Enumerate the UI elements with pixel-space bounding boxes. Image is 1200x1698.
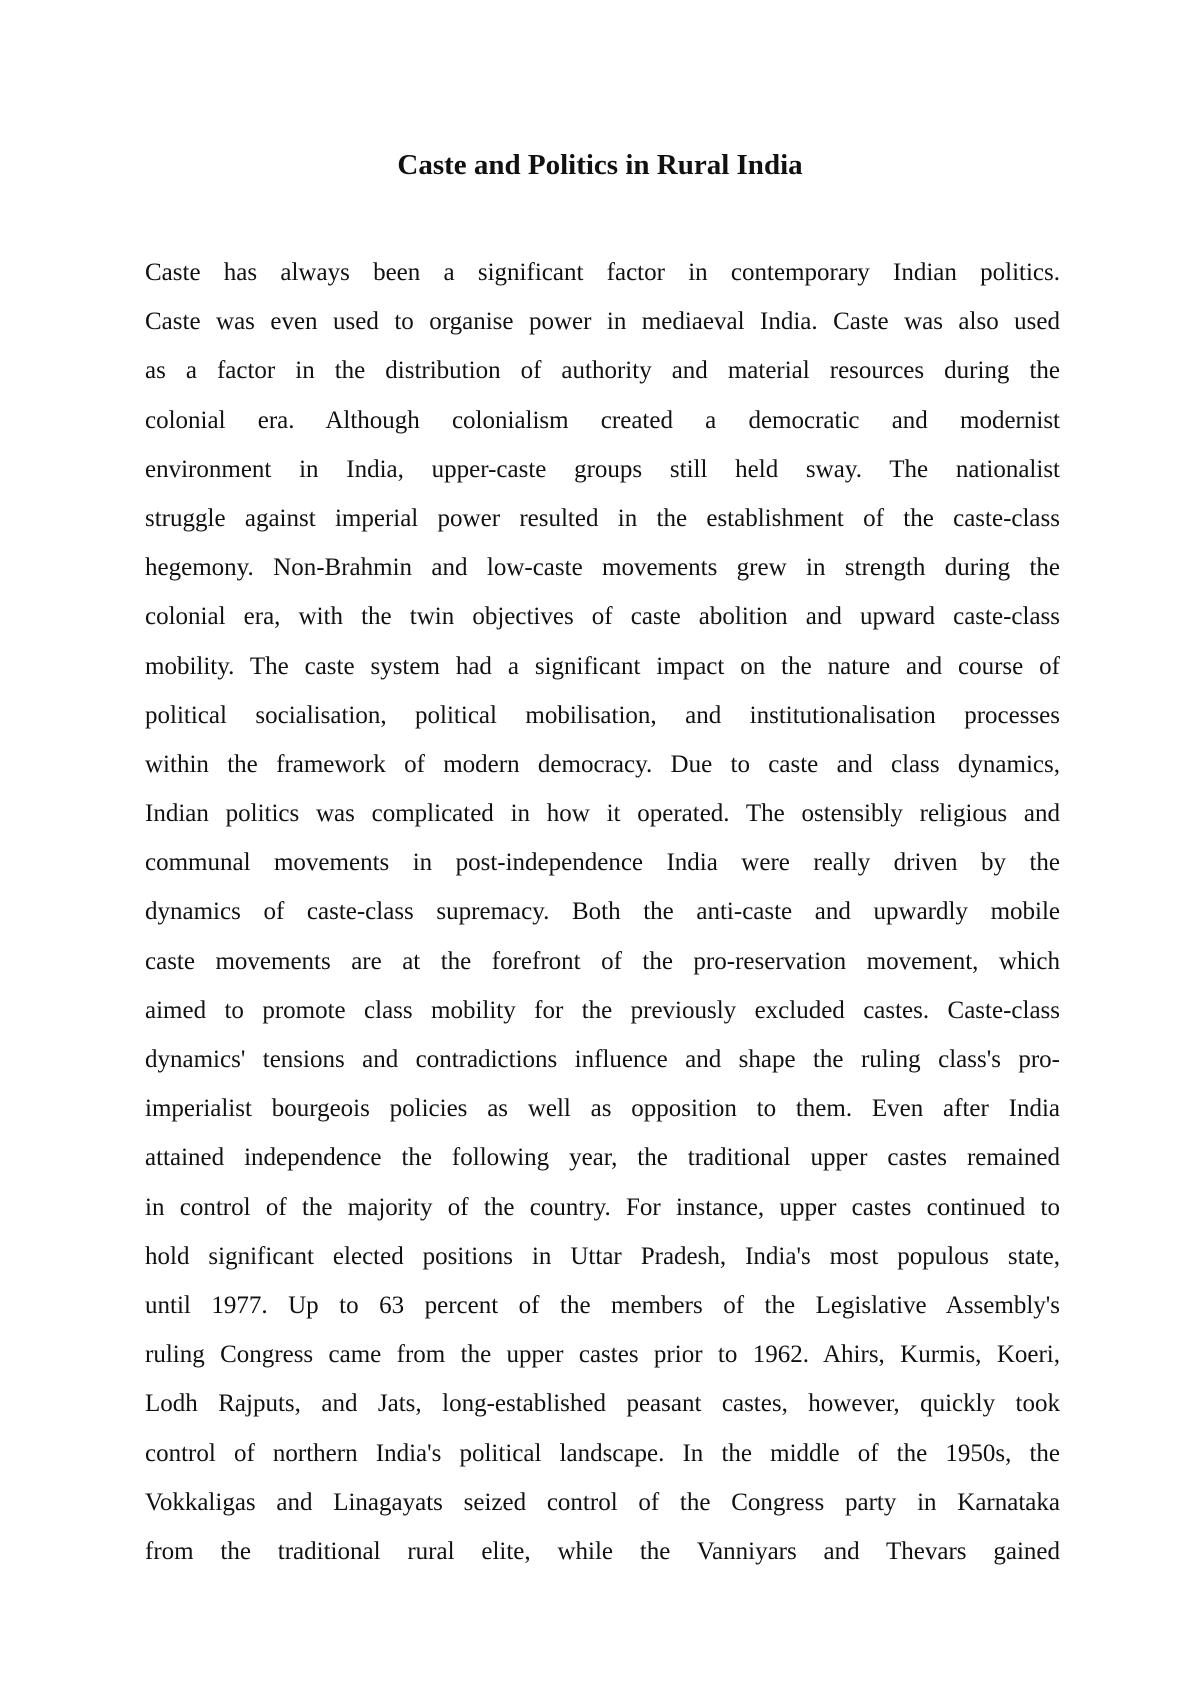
paragraph-line: until 1977. Up to 63 percent of the members of the Legislative Assembly's xyxy=(145,1291,1060,1319)
paragraph-line: Vokkaligas and Linagayats seized control of the Congress party in Karnataka xyxy=(145,1488,1060,1516)
paragraph-line: hold significant elected positions in Uttar Pradesh, India's most populous state, xyxy=(145,1242,1060,1270)
paragraph-line: hegemony. Non-Brahmin and low-caste movements grew in strength during the xyxy=(145,554,1060,582)
paragraph-line: dynamics' tensions and contradictions influence and shape the ruling class's pro- xyxy=(145,1046,1060,1073)
paragraph-line: ruling Congress came from the upper castes prior to 1962. Ahirs, Kurmis, Koeri, xyxy=(145,1341,1060,1369)
paragraph-line: environment in India, upper-caste groups still held sway. The nationalist xyxy=(145,455,1060,483)
paragraph-line: Indian politics was complicated in how it operated. The ostensibly religious and xyxy=(145,800,1060,828)
body-paragraph xyxy=(145,248,1060,1576)
paragraph-line: mobility. The caste system had a significant impact on the nature and course of xyxy=(145,652,1060,680)
paragraph-line: in control of the majority of the country. For instance, upper castes continued to xyxy=(145,1193,1060,1221)
paragraph-line: colonial era, with the twin objectives of caste abolition and upward caste-class xyxy=(145,603,1060,631)
document-title: Caste and Politics in Rural India xyxy=(397,149,803,181)
paragraph-line: as a factor in the distribution of authority and material resources during the xyxy=(145,357,1060,385)
paragraph-line: aimed to promote class mobility for the previously excluded castes. Caste-class xyxy=(145,996,1060,1024)
paragraph-line: within the framework of modern democracy. Due to caste and class dynamics, xyxy=(145,750,1060,778)
paragraph-line: Caste has always been a significant factor in contemporary Indian politics. xyxy=(145,259,1060,286)
paragraph-line: caste movements are at the forefront of the pro-reservation movement, which xyxy=(145,947,1060,975)
paragraph-line: from the traditional rural elite, while the Vanniyars and Thevars gained xyxy=(145,1537,1060,1565)
paragraph-line: imperialist bourgeois policies as well as opposition to them. Even after India xyxy=(145,1095,1060,1123)
paragraph-line: dynamics of caste-class supremacy. Both the anti-caste and upwardly mobile xyxy=(145,898,1060,926)
paragraph-line: political socialisation, political mobilisation, and institutionalisation processes xyxy=(145,701,1060,729)
paragraph-line: struggle against imperial power resulted in the establishment of the caste-class xyxy=(145,504,1060,532)
paragraph-line: Caste was even used to organise power in mediaeval India. Caste was also used xyxy=(145,308,1060,336)
paragraph-line: attained independence the following year, the traditional upper castes remained xyxy=(145,1144,1060,1172)
paragraph-line: communal movements in post-independence India were really driven by the xyxy=(145,849,1060,877)
paragraph-line: Lodh Rajputs, and Jats, long-established peasant castes, however, quickly took xyxy=(145,1390,1060,1418)
paragraph-line: control of northern India's political landscape. In the middle of the 1950s, the xyxy=(145,1439,1060,1467)
paragraph-line: colonial era. Although colonialism created a democratic and modernist xyxy=(145,406,1060,434)
